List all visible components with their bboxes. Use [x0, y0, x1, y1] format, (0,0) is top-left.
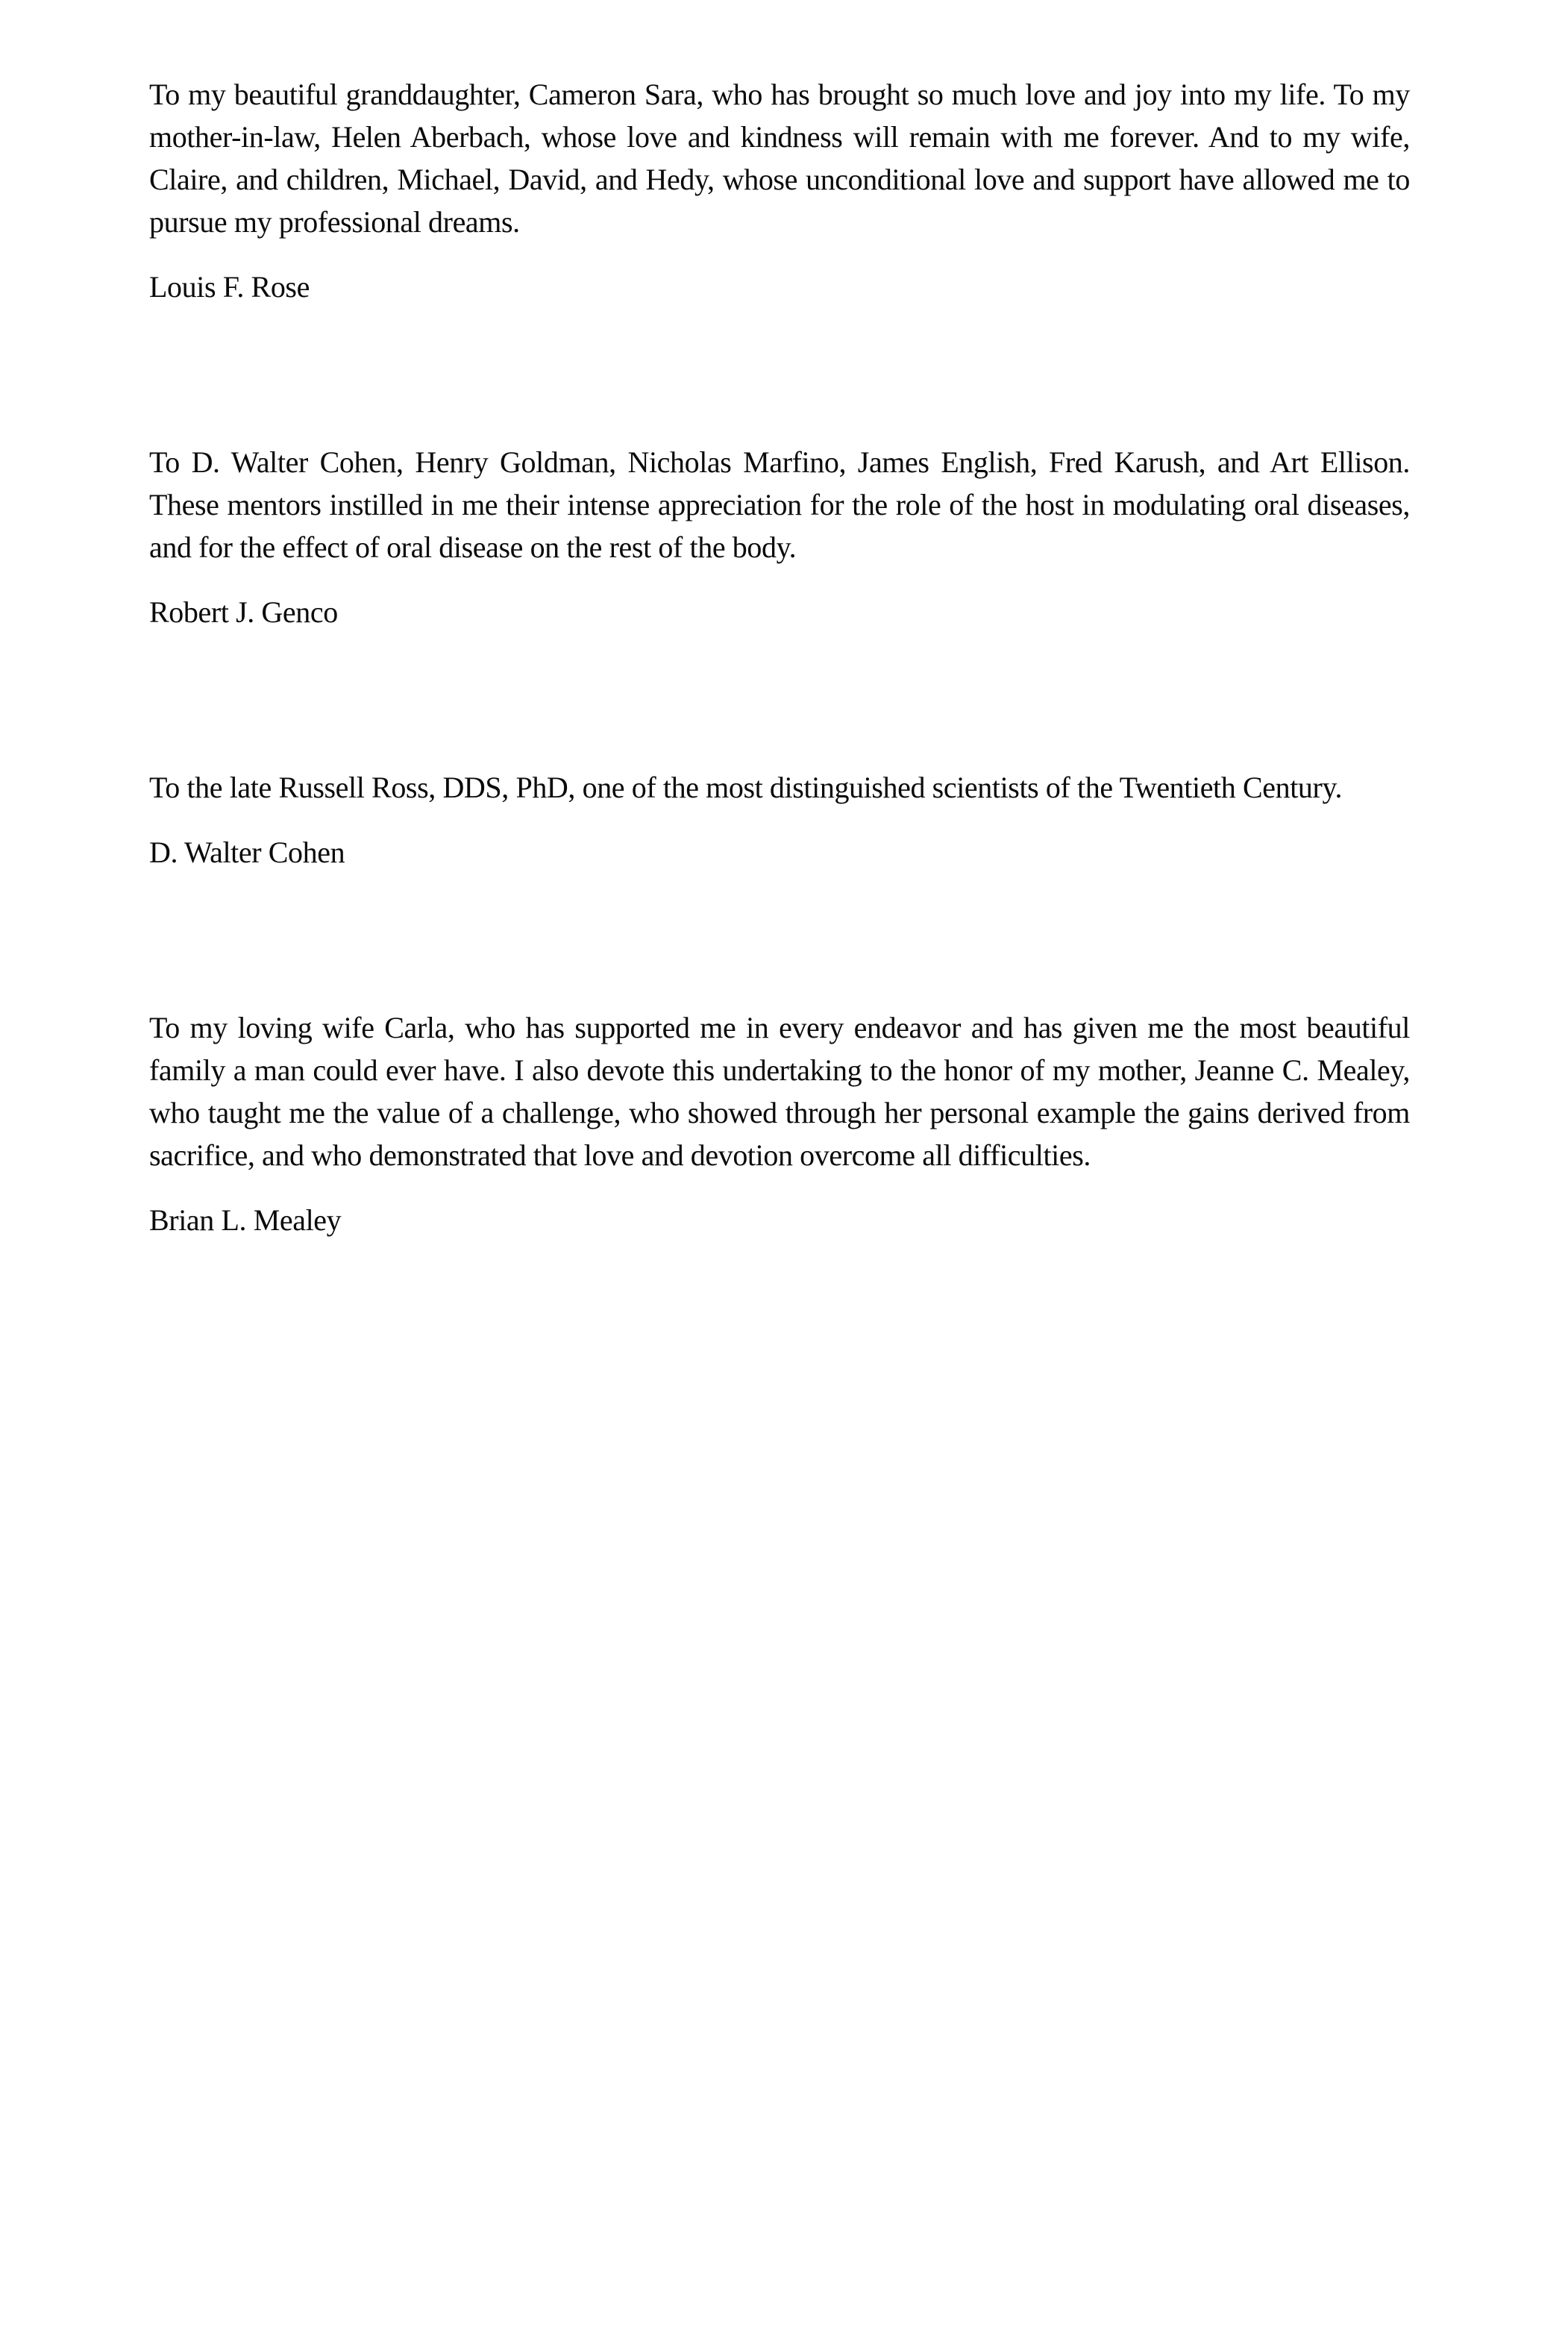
dedication-text: To my loving wife Carla, who has supported me in every endeavor and has given me the most beautiful family a man could ever have. I also devote this undertaking to the honor of my mother, Jeanne C. Mealey, who taught me the value of a challenge, who showed through her personal example the gains derived from sacrifice, and who demonstrated that love and devotion overcome all difficulties.	[149, 1011, 1410, 1172]
dedication-text: To the late Russell Ross, DDS, PhD, one of the most distinguished scientists of the Twentieth Century.	[149, 771, 1343, 804]
dedication-author: D. Walter Cohen	[149, 836, 345, 869]
dedication-text: To D. Walter Cohen, Henry Goldman, Nicholas Marfino, James English, Fred Karush, and Art Ellison. These mentors instilled in me their intense appreciation for the role of the host in modulating oral diseases, and for the effect of oral disease on the rest of the body.	[149, 445, 1410, 564]
dedication-block	[149, 1006, 1410, 1241]
dedication-author: Robert J. Genco	[149, 595, 338, 629]
dedication-block	[149, 73, 1410, 308]
dedication-author: Louis F. Rose	[149, 270, 310, 304]
dedication-block	[149, 441, 1410, 633]
dedication-author: Brian L. Mealey	[149, 1203, 342, 1237]
dedication-text: To my beautiful granddaughter, Cameron Sara, who has brought so much love and joy into my life. To my mother-in-law, Helen Aberbach, whose love and kindness will remain with me forever. And to my wife, Claire, and children, Michael, David, and Hedy, whose unconditional love and support have allowed me to pursue my professional dreams.	[149, 78, 1410, 239]
dedication-block	[149, 766, 1410, 874]
